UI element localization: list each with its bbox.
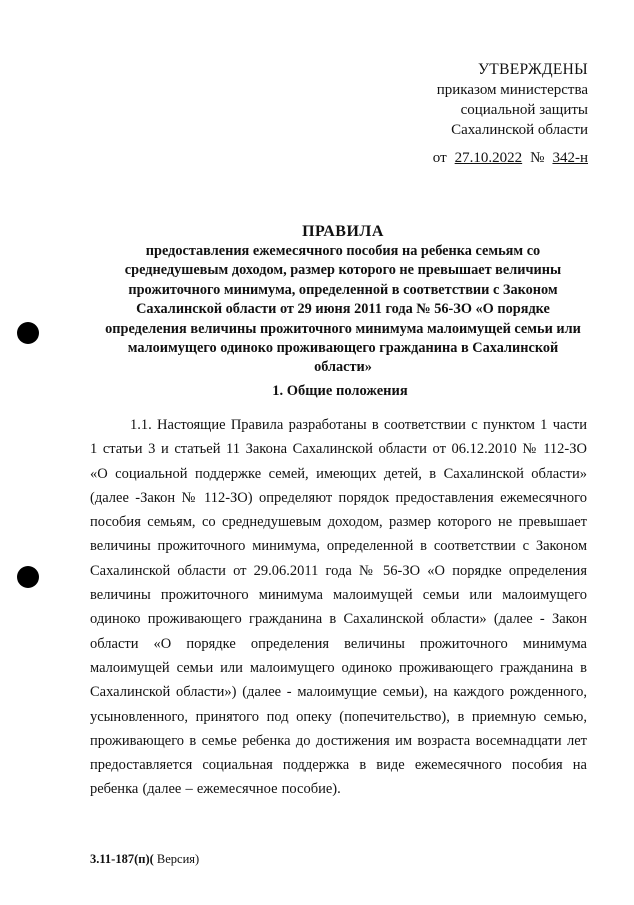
order-date: 27.10.2022 bbox=[454, 150, 523, 166]
order-number: 342-н bbox=[552, 150, 588, 166]
footer-doc-code: 3.11-187(п)( bbox=[90, 852, 154, 866]
footer-version: Версия) bbox=[153, 852, 200, 866]
punch-hole-bottom bbox=[17, 566, 39, 588]
footer-code bbox=[90, 852, 199, 867]
title-main: ПРАВИЛА bbox=[302, 223, 384, 240]
approval-line-2: социальной защиты bbox=[460, 102, 588, 118]
approval-line-3: Сахалинской области bbox=[451, 122, 588, 138]
approval-line-1: приказом министерства bbox=[436, 82, 588, 98]
title-subtitle: предоставления ежемесячного пособия на ребенка семьям со среднедушевым доходом, размер которого не превышает величины прожиточного минимума, определенной в соответствии с Законом Сахалинской области от 29 июня 2011 года № 56-ЗО «О порядке определения величины прожиточного минимума малоимущей семьи или малоимущего одиноко проживающего гражданина в Сахалинской области» bbox=[105, 243, 581, 376]
punch-hole-top bbox=[17, 322, 39, 344]
document-title bbox=[100, 222, 586, 378]
section-heading: 1. Общие положения bbox=[272, 383, 408, 399]
approval-stamp bbox=[437, 60, 588, 140]
order-reference bbox=[433, 150, 588, 167]
order-from-label: от bbox=[432, 150, 447, 166]
paragraph-1-1: 1.1. Настоящие Правила разработаны в соответствии с пунктом 1 части 1 статьи 3 и статьей 11 Закона Сахалинской области от 06.12.2010 № 112-ЗО «О социальной поддержке семей, имеющих детей, в Сахалинской области» (далее -Закон № 112-ЗО) определяют порядок предоставления ежемесячного пособия семьям, со среднедушевым доходом, размер которого не превышает величины прожиточного минимума, определенной в соответствии с Законом Сахалинской области от 29.06.2011 года № 56-ЗО «О порядке определения величины прожиточного минимума малоимущей семьи или малоимущего одиноко проживающего гражданина в Сахалинской области» (далее - Закон области «О порядке определения величины прожиточного минимума малоимущей семьи или малоимущего одиноко проживающего гражданина в Сахалинской области») (далее - малоимущие семьи), на каждого рожденного, усыновленного, принятого под опеку (попечительство), в приемную семью, проживающего в семье ребенка до достижения им возраста восемнадцати лет предоставляется социальная поддержка в виде ежемесячного пособия на ребенка (далее – ежемесячное пособие). bbox=[90, 417, 587, 798]
approval-heading: УТВЕРЖДЕНЫ bbox=[478, 61, 588, 78]
order-number-label: № bbox=[530, 150, 545, 166]
